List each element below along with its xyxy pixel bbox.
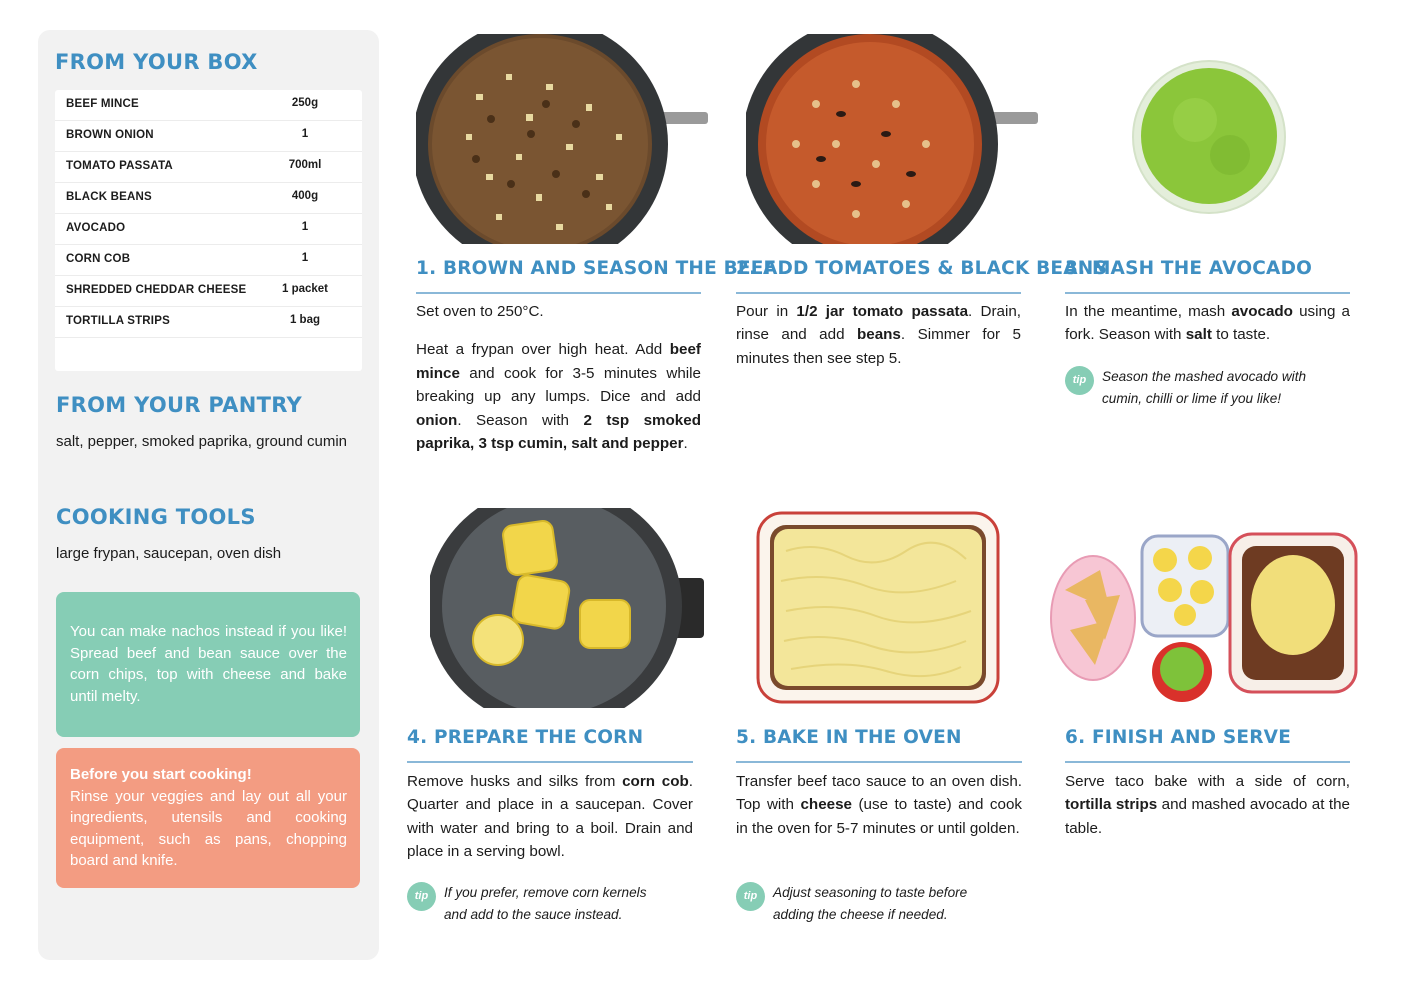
- sidebar-panel: [38, 30, 379, 960]
- step-4-instructions: [407, 770, 693, 864]
- text-run: .: [683, 435, 688, 453]
- nachos-tip-text: You can make nachos instead if you like! Spread beef and bean sauce over the corn chips, top with cheese and bake until melty.: [70, 623, 347, 705]
- ingredient-row: [55, 183, 362, 214]
- text-run: . Drain, rinse and add: [736, 303, 1022, 344]
- bold-ingredient: beef mince: [416, 341, 701, 382]
- tip-line: If you prefer, remove corn kernels: [444, 885, 647, 900]
- ingredient-row: [55, 276, 362, 307]
- step-2-instructions: [736, 300, 1021, 370]
- text-run: Pour in: [736, 303, 797, 320]
- bold-ingredient: avocado: [1231, 303, 1293, 320]
- ingredient-qty: 1 bag: [289, 314, 321, 326]
- step-4-divider: [407, 761, 693, 763]
- step-1-instructions: [416, 300, 701, 455]
- ingredient-qty: 1 packet: [281, 283, 329, 295]
- ingredient-name: AVOCADO: [66, 222, 126, 234]
- step-6-divider: [1065, 761, 1350, 763]
- step-4-photo: [430, 508, 704, 708]
- text-run: (use to taste) and cook in the oven for 5-7 minutes or until golden.: [736, 796, 1023, 837]
- tip-line: cumin, chilli or lime if you like!: [1102, 390, 1282, 406]
- step-5-divider: [736, 761, 1022, 763]
- before-cooking-note: [56, 748, 360, 888]
- ingredient-name: BLACK BEANS: [66, 191, 152, 203]
- tip-badge-icon: tip: [736, 882, 765, 911]
- bold-ingredient: salt: [1185, 326, 1212, 344]
- step-3-title: 3. MASH THE AVOCADO: [1065, 258, 1313, 279]
- bold-ingredient: beans: [856, 326, 901, 344]
- text-run: Transfer beef taco sauce to an oven dish. Top with: [736, 773, 1022, 814]
- step-1-title: 1. BROWN AND SEASON THE BEEF: [416, 258, 777, 279]
- step-3-instructions: [1065, 300, 1350, 347]
- before-cooking-title: Before you start cooking!: [70, 766, 252, 783]
- text-run: Serve taco bake with a side of corn,: [1065, 773, 1350, 790]
- step-6-photo: [1050, 530, 1358, 702]
- before-cooking-text: Rinse your veggies and lay out all your ingredients, utensils and cooking equipment, such as pans, chopping board and knife.: [70, 787, 347, 870]
- bold-ingredient: 2 tsp smoked paprika, 3 tsp cumin, salt and pepper: [416, 411, 701, 453]
- step-1-oven: Set oven to 250°C.: [416, 303, 544, 320]
- step-2-photo: [746, 34, 1038, 244]
- bold-ingredient: tortilla strips: [1065, 796, 1158, 814]
- ingredient-row: [55, 121, 362, 152]
- ingredient-name: CORN COB: [66, 253, 131, 265]
- tip-line: and add to the sauce instead.: [444, 906, 623, 922]
- step-6-instructions: [1065, 770, 1350, 840]
- tip-line: Adjust seasoning to taste before: [773, 885, 968, 900]
- text-run: using a fork. Season with: [1065, 303, 1350, 344]
- ingredient-table: [55, 90, 362, 371]
- text-run: and mashed avocado at the table.: [1065, 796, 1350, 837]
- cooking-tools-heading: COOKING TOOLS: [56, 505, 256, 529]
- ingredient-qty: 700ml: [288, 159, 322, 171]
- bold-ingredient: 1/2 jar tomato passata: [796, 303, 969, 320]
- tip-badge-icon: tip: [407, 882, 436, 911]
- ingredient-qty: 400g: [291, 190, 319, 202]
- text-run: and cook for 3-5 minutes while breaking up any lumps. Dice and add: [416, 364, 701, 406]
- text-run: In the meantime, mash: [1065, 303, 1232, 320]
- step-1-text: [416, 338, 701, 455]
- ingredient-name: TOMATO PASSATA: [66, 160, 173, 172]
- step-3-divider: [1065, 292, 1350, 294]
- bold-ingredient: corn cob: [622, 773, 689, 790]
- step-3-photo: [1130, 60, 1290, 218]
- ingredient-row: [55, 90, 362, 121]
- step-6-title: 6. FINISH AND SERVE: [1065, 727, 1292, 748]
- ingredient-qty: 1: [301, 252, 309, 264]
- from-your-pantry-heading: FROM YOUR PANTRY: [56, 393, 303, 417]
- nachos-tip-note: [56, 592, 360, 737]
- tip-line: Season the mashed avocado with: [1102, 369, 1307, 384]
- step-1-divider: [416, 292, 701, 294]
- tip-line: adding the cheese if needed.: [773, 906, 948, 922]
- bold-ingredient: onion: [416, 411, 458, 429]
- text-run: Heat a frypan over high heat. Add: [416, 341, 670, 359]
- ingredient-name: BROWN ONION: [66, 129, 154, 141]
- ingredient-qty: 1: [301, 128, 309, 140]
- ingredient-row: [55, 214, 362, 245]
- ingredient-row: [55, 152, 362, 183]
- ingredient-qty: 1: [301, 221, 309, 233]
- step-5-title: 5. BAKE IN THE OVEN: [736, 727, 962, 748]
- step-5-tip-text: [773, 882, 967, 925]
- ingredient-row: [55, 307, 362, 338]
- step-2-divider: [736, 292, 1021, 294]
- text-run: . Quarter and place in a saucepan. Cover with water and bring to a boil. Drain and place in a serving bowl.: [407, 773, 693, 861]
- step-1-photo: [416, 34, 708, 244]
- step-4-title: 4. PREPARE THE CORN: [407, 727, 644, 748]
- pantry-list: salt, pepper, smoked paprika, ground cumin: [56, 433, 347, 450]
- ingredient-name: TORTILLA STRIPS: [66, 315, 170, 327]
- step-2-title: 2. ADD TOMATOES & BLACK BEANS: [736, 258, 1107, 279]
- from-your-box-heading: FROM YOUR BOX: [55, 50, 258, 74]
- ingredient-name: SHREDDED CHEDDAR CHEESE: [66, 284, 247, 296]
- ingredient-row: [55, 245, 362, 276]
- cooking-tools-list: large frypan, saucepan, oven dish: [56, 545, 282, 562]
- ingredient-name: BEEF MINCE: [66, 98, 139, 110]
- step-5-instructions: [736, 770, 1022, 840]
- bold-ingredient: cheese: [800, 796, 852, 814]
- step-4-tip-text: [444, 882, 647, 925]
- step-5-photo: [756, 511, 1000, 704]
- step-3-tip-text: [1102, 366, 1306, 409]
- ingredient-qty: 250g: [291, 97, 319, 109]
- text-run: Remove husks and silks from: [407, 773, 623, 790]
- text-run: . Season with: [457, 411, 584, 429]
- text-run: . Simmer for 5 minutes then see step 5.: [736, 326, 1021, 367]
- tip-badge-icon: tip: [1065, 366, 1094, 395]
- text-run: to taste.: [1211, 326, 1271, 344]
